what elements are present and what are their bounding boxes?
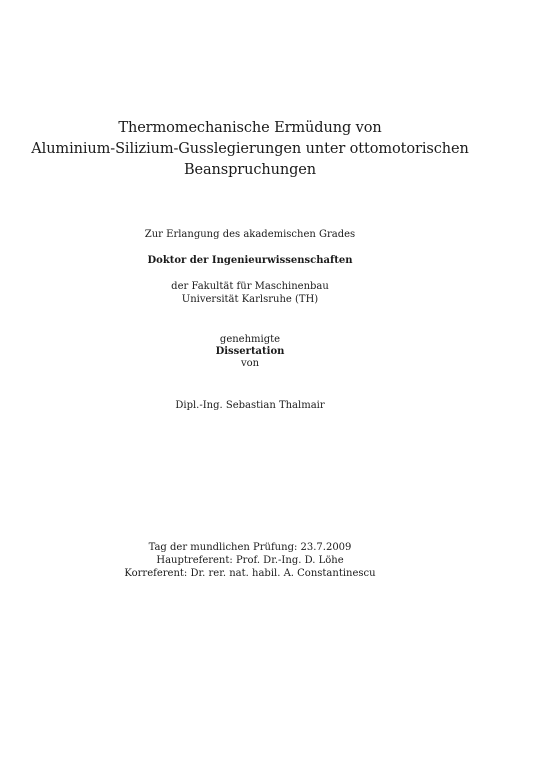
document-type: Dissertation <box>215 346 285 357</box>
title-line-3: Beanspruchungen <box>183 162 317 178</box>
author-name: Dipl.-Ing. Sebastian Thalmair <box>175 400 325 411</box>
title-line-1: Thermomechanische Ermüdung von <box>118 120 382 136</box>
co-referee: Korreferent: Dr. rer. nat. habil. A. Constantinescu <box>124 568 376 579</box>
faculty: der Fakultät für Maschinenbau <box>171 281 329 292</box>
exam-date: Tag der mundlichen Prüfung: 23.7.2009 <box>148 542 352 553</box>
by-label: von <box>240 358 260 369</box>
degree-purpose: Zur Erlangung des akademischen Grades <box>144 229 356 240</box>
degree-name: Doktor der Ingenieurwissenschaften <box>147 255 353 266</box>
main-referee: Hauptreferent: Prof. Dr.-Ing. D. Löhe <box>156 555 344 566</box>
approved-label: genehmigte <box>219 334 281 345</box>
title-line-2: Aluminium-Silizium-Gusslegierungen unter ottomotorischen <box>31 141 469 157</box>
university: Universität Karlsruhe (TH) <box>181 294 319 305</box>
